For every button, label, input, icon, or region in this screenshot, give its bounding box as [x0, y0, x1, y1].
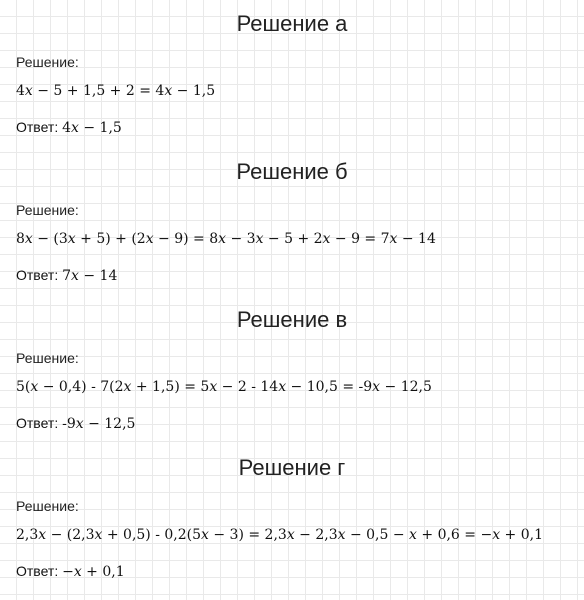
solution-label: Решение:: [16, 54, 79, 70]
solution-expression: 5(𝑥 − 0,4) - 7(2𝑥 + 1,5) = 5𝑥 − 2 - 14𝑥 − 10,5 = -9𝑥 − 12,5: [16, 379, 432, 395]
solution-label: Решение:: [16, 498, 79, 514]
answer-label: Ответ:: [16, 119, 63, 135]
answer-line: [16, 118, 122, 137]
section-title: Решение а: [236, 11, 348, 36]
solution-expression: 4𝑥 − 5 + 1,5 + 2 = 4𝑥 − 1,5: [16, 83, 216, 99]
answer-line: [16, 414, 135, 433]
answer-line: [16, 266, 117, 285]
section-title: Решение г: [238, 455, 346, 480]
answer-value: 7𝑥 − 14: [62, 268, 118, 284]
solution-expression: 8𝑥 − (3𝑥 + 5) + (2𝑥 − 9) = 8𝑥 − 3𝑥 − 5 + 2𝑥 − 9 = 7𝑥 − 14: [16, 231, 436, 247]
answer-line: [16, 562, 125, 581]
answer-value: -9𝑥 − 12,5: [62, 416, 136, 432]
answer-value: −𝑥 + 0,1: [62, 564, 125, 580]
answer-label: Ответ:: [16, 415, 63, 431]
solution-label: Решение:: [16, 350, 79, 366]
answer-label: Ответ:: [16, 563, 63, 579]
answer-label: Ответ:: [16, 267, 63, 283]
section-title: Решение б: [236, 159, 348, 184]
solution-expression: 2,3𝑥 − (2,3𝑥 + 0,5) - 0,2(5𝑥 − 3) = 2,3𝑥 − 2,3𝑥 − 0,5 − 𝑥 + 0,6 = −𝑥 + 0,1: [16, 527, 543, 543]
answer-value: 4𝑥 − 1,5: [62, 120, 122, 136]
section-title: Решение в: [236, 307, 348, 332]
solution-label: Решение:: [16, 202, 79, 218]
